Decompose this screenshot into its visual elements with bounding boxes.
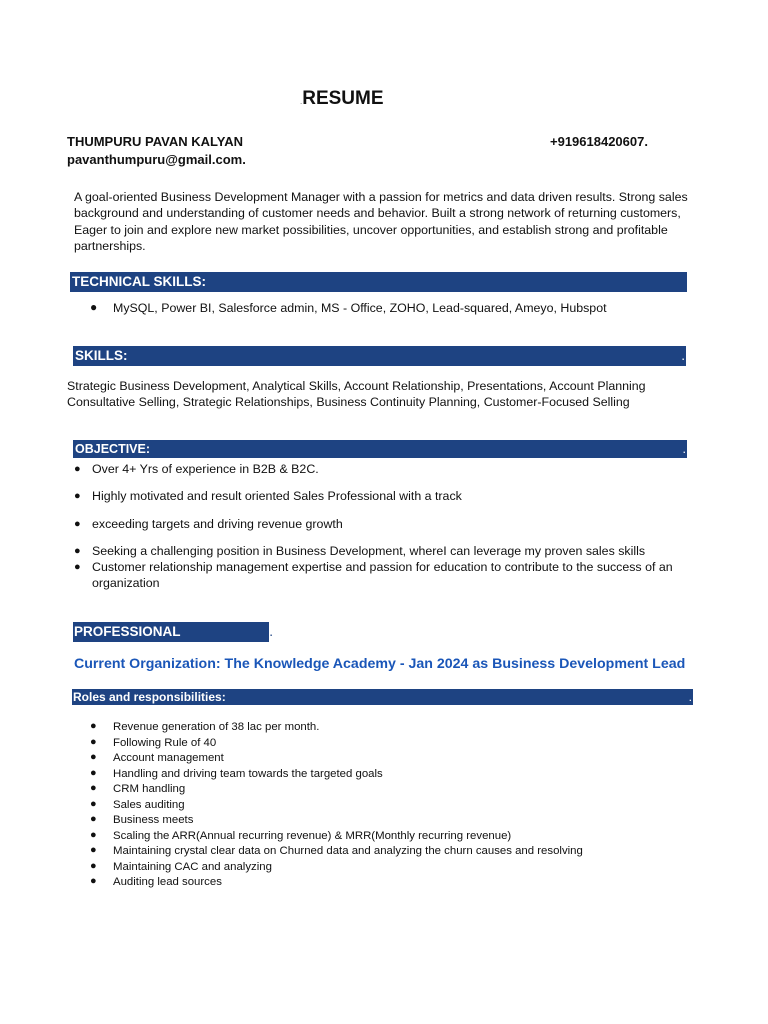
technical-skills-heading-text: TECHNICAL SKILLS: xyxy=(72,274,206,289)
candidate-name: THUMPURU PAVAN KALYAN xyxy=(67,134,243,149)
email-address: pavanthumpuru@gmail.com. xyxy=(67,152,246,167)
list-item-text: Business meets xyxy=(113,814,194,826)
bullet-icon: ● xyxy=(74,490,81,503)
list-item-text: Customer relationship management expertise and passion for education to contribute to the success of an organization xyxy=(92,560,673,591)
list-item xyxy=(74,559,694,592)
list-item xyxy=(90,813,583,829)
technical-skills-heading xyxy=(70,272,687,292)
objective-heading xyxy=(73,440,687,458)
list-item-text: Scaling the ARR(Annual recurring revenue) & MRR(Monthly recurring revenue) xyxy=(113,829,512,842)
phone-number: +919618420607. xyxy=(550,134,648,149)
list-item xyxy=(90,875,583,891)
roles-heading xyxy=(72,689,693,705)
list-item-text: Auditing lead sources xyxy=(113,876,222,888)
professional-experience-heading-trail: . xyxy=(269,624,273,639)
resume-title xyxy=(300,88,384,110)
title-text: RESUME xyxy=(302,88,384,109)
skills-heading xyxy=(73,346,686,366)
technical-skills-list xyxy=(90,300,607,316)
bullet-icon: ● xyxy=(90,300,98,314)
list-item xyxy=(74,461,694,477)
bullet-icon: ● xyxy=(90,751,97,763)
bullet-icon: ● xyxy=(90,797,97,810)
objective-heading-text: OBJECTIVE: xyxy=(75,442,151,456)
list-item xyxy=(90,767,583,783)
bullet-icon: ● xyxy=(90,766,97,779)
list-item-text: Highly motivated and result oriented Sales Professional with a track xyxy=(92,489,462,504)
list-item xyxy=(90,798,583,814)
list-item xyxy=(90,720,583,736)
objective-heading-trail: . xyxy=(682,442,686,456)
list-item xyxy=(90,751,583,767)
list-item-text: Revenue generation of 38 lac per month. xyxy=(113,721,320,733)
bullet-icon: ● xyxy=(90,828,97,841)
list-item-text: Account management xyxy=(113,752,224,764)
title-prefix: . xyxy=(300,97,303,106)
bullet-icon: ● xyxy=(90,735,97,748)
list-item xyxy=(90,300,607,316)
list-item xyxy=(90,782,583,798)
list-item-text: exceeding targets and driving revenue growth xyxy=(92,516,343,531)
professional-experience-heading-text: PROFESSIONAL EXPERIENCE xyxy=(74,624,181,659)
list-item-text: Handling and driving team towards the targeted goals xyxy=(113,767,383,780)
list-item-text: MySQL, Power BI, Salesforce admin, MS - Office, ZOHO, Lead-squared, Ameyo, Hubspot xyxy=(113,301,607,315)
roles-heading-text: Roles and responsibilities: xyxy=(73,690,226,704)
bullet-icon: ● xyxy=(90,813,97,825)
list-item-text: CRM handling xyxy=(113,783,186,795)
list-item-text: Maintaining crystal clear data on Churned data and analyzing the churn causes and resolving xyxy=(113,845,583,857)
professional-experience-heading xyxy=(73,622,273,659)
bullet-icon: ● xyxy=(90,782,97,794)
list-item xyxy=(90,860,583,876)
bullet-icon: ● xyxy=(90,859,97,872)
skills-heading-trail: . xyxy=(681,348,685,363)
skills-heading-text: SKILLS: xyxy=(75,348,128,363)
roles-list xyxy=(90,720,583,891)
list-item xyxy=(74,516,694,532)
profile-summary: A goal-oriented Business Development Manager with a passion for metrics and data driven results. Strong sales background and understanding of customer needs and behavior. Built a strong network of returning customers, Eager to join and explore new market possibilities, uncover opportunities, and establish strong and profitable partnerships. xyxy=(74,190,688,253)
list-item xyxy=(90,829,583,845)
bullet-icon: ● xyxy=(90,875,97,887)
list-item xyxy=(74,488,694,504)
list-item xyxy=(90,736,583,752)
list-item xyxy=(90,844,583,860)
bullet-icon: ● xyxy=(90,844,97,856)
skills-text: Strategic Business Development, Analytical Skills, Account Relationship, Presentations, Account Planning Consultative Selling, Strategic Relationships, Business Continuity Planning, Customer-Focused Selling xyxy=(67,379,646,410)
list-item-text: Following Rule of 40 xyxy=(113,736,217,749)
list-item xyxy=(74,543,694,559)
bullet-icon: ● xyxy=(74,561,81,574)
list-item-text: Seeking a challenging position in Business Development, whereI can leverage my proven sales skills xyxy=(92,543,646,558)
bullet-icon: ● xyxy=(90,720,97,732)
bullet-icon: ● xyxy=(74,544,81,557)
objective-list xyxy=(74,461,694,592)
bullet-icon: ● xyxy=(74,463,81,475)
list-item-text: Maintaining CAC and analyzing xyxy=(113,860,272,873)
list-item-text: Over 4+ Yrs of experience in B2B & B2C. xyxy=(92,462,319,476)
bullet-icon: ● xyxy=(74,517,81,530)
current-organization: Current Organization: The Knowledge Academy - Jan 2024 as Business Development Lead xyxy=(74,656,686,672)
list-item-text: Sales auditing xyxy=(113,798,185,811)
roles-heading-trail: . xyxy=(688,690,692,704)
